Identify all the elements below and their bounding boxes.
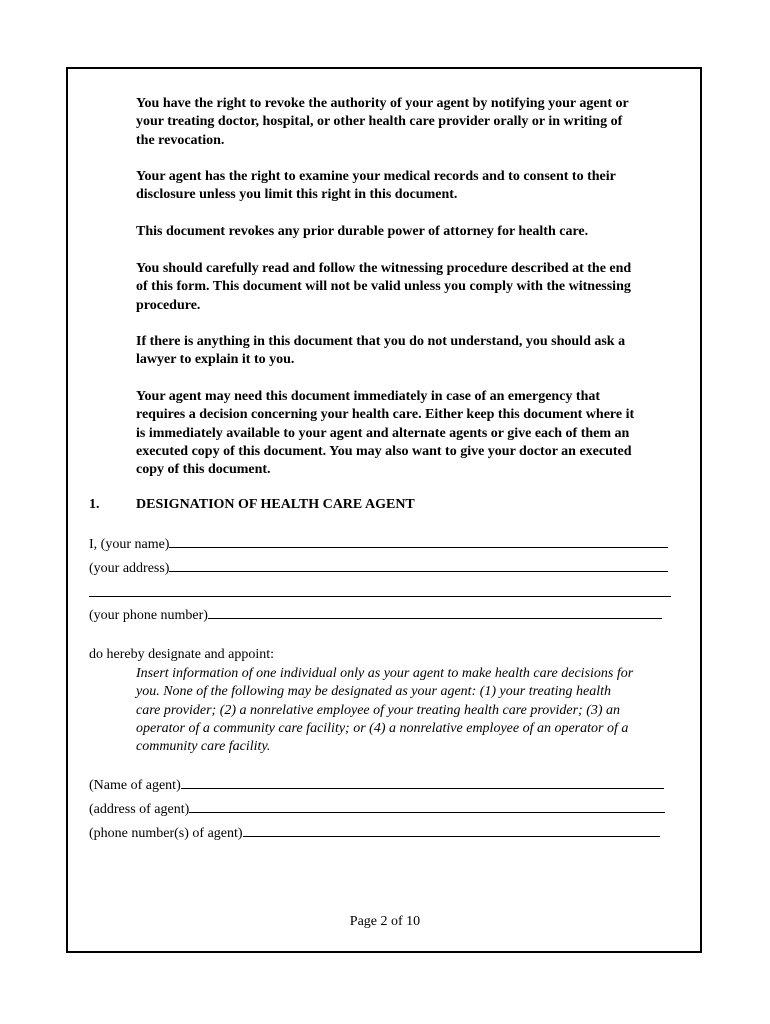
field-label: (address of agent)	[89, 802, 190, 817]
text-line: procedure.	[136, 297, 201, 313]
text-line: requires a decision concerning your health care. Either keep this document where it	[136, 407, 635, 423]
section-number: 1.	[89, 497, 100, 512]
text-line: You should carefully read and follow the witnessing procedure described at the end	[136, 261, 632, 276]
text-line: This document revokes any prior durable power of attorney for health care.	[136, 224, 589, 239]
text-line: you. None of the following may be designated as your agent: (1) your treating health	[136, 684, 612, 700]
text-line: operator of a community care facility; or (4) a nonrelative employee of an operator of a	[136, 720, 629, 736]
text-line: Your agent may need this document immediately in case of an emergency that	[136, 389, 601, 404]
revocation-paragraph	[136, 95, 684, 150]
emergency-paragraph	[136, 388, 684, 479]
text-line: copy of this document.	[136, 462, 271, 478]
phone-entry-line[interactable]	[208, 605, 662, 619]
text-line: community care facility.	[136, 739, 271, 755]
witnessing-paragraph	[136, 260, 684, 315]
field-label: (Name of agent)	[89, 778, 181, 793]
address-continuation-line[interactable]	[89, 596, 671, 597]
agent-name-entry-line[interactable]	[181, 775, 664, 789]
agent-phone-field[interactable]	[89, 823, 660, 842]
designate-text: do hereby designate and appoint:	[89, 647, 275, 662]
text-line: You have the right to revoke the authority of your agent by notifying your agent or	[136, 96, 629, 111]
lawyer-paragraph	[136, 333, 684, 370]
text-line: the revocation.	[136, 132, 225, 148]
section-title: DESIGNATION OF HEALTH CARE AGENT	[136, 497, 415, 512]
name-entry-line[interactable]	[169, 534, 668, 548]
text-line: your treating doctor, hospital, or other health care provider orally or in writing of	[136, 114, 623, 130]
agent-instructions	[136, 665, 684, 756]
text-line: is immediately available to your agent and alternate agents or give each of them an	[136, 425, 630, 441]
text-line: care provider; (2) a nonrelative employee of your treating health care provider; (3) an	[136, 702, 621, 718]
medical-records-paragraph	[136, 168, 684, 205]
field-label: (your address)	[89, 561, 170, 576]
text-line: lawyer to explain it to you.	[136, 352, 295, 368]
agent-address-field[interactable]	[89, 799, 665, 818]
text-line: Your agent has the right to examine your medical records and to consent to their	[136, 169, 616, 184]
your-address-field[interactable]	[89, 558, 668, 577]
agent-phone-entry-line[interactable]	[243, 823, 660, 837]
agent-name-field[interactable]	[89, 775, 664, 794]
field-label: I, (your name)	[89, 537, 170, 552]
your-name-field[interactable]	[89, 534, 668, 553]
text-line: Insert information of one individual only as your agent to make health care decisions for	[136, 666, 634, 681]
text-line: disclosure unless you limit this right in this document.	[136, 187, 458, 203]
text-line: If there is anything in this document that you do not understand, you should ask a	[136, 334, 626, 349]
revokes-prior-paragraph	[136, 223, 684, 241]
your-phone-field[interactable]	[89, 605, 662, 624]
text-line: of this form. This document will not be valid unless you comply with the witnessing	[136, 279, 631, 295]
address-entry-line[interactable]	[169, 558, 668, 572]
text-line: executed copy of this document. You may also want to give your doctor an executed	[136, 443, 632, 459]
field-label: (phone number(s) of agent)	[89, 826, 243, 841]
page-number: Page 2 of 10	[349, 914, 421, 929]
agent-address-entry-line[interactable]	[189, 799, 665, 813]
field-label: (your phone number)	[89, 608, 208, 623]
